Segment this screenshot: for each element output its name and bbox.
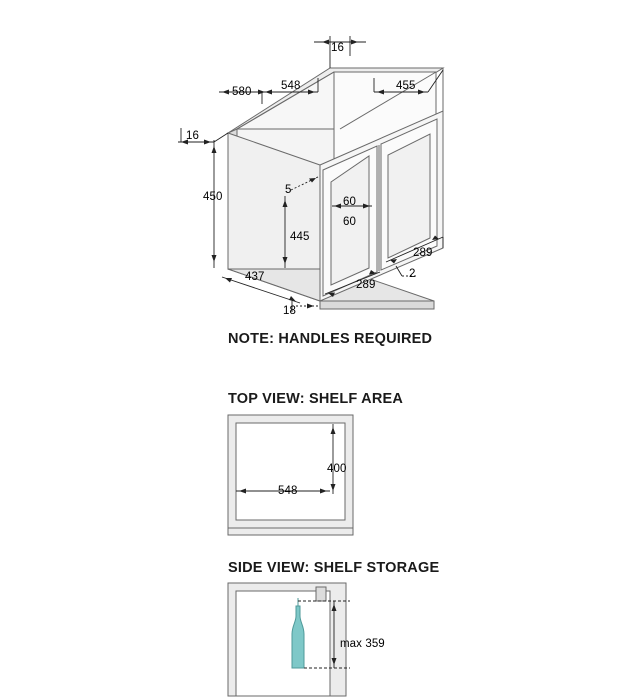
dimension-label-inner-width-548: 548 xyxy=(281,80,301,92)
side-view-title: SIDE VIEW: SHELF STORAGE xyxy=(228,560,440,576)
dimension-label-left-door-289: 289 xyxy=(356,279,376,291)
arrow-16-left-r xyxy=(204,140,211,145)
dimension-label-door-gap-60-bottom: 60 xyxy=(343,216,356,228)
dimension-label-door-gap-60-top: 60 xyxy=(343,196,356,208)
arrow-18 xyxy=(307,304,314,309)
dimension-label-shelf-depth-400: 400 xyxy=(327,463,347,475)
side-view-shelf xyxy=(316,587,326,601)
arrow-16-top-l xyxy=(322,40,329,45)
dimension-label-gap-5: 5 xyxy=(285,184,292,196)
arrow-16-top-r xyxy=(351,40,358,45)
arrow-548-l xyxy=(265,90,272,95)
dimension-label-inner-height-445: 445 xyxy=(290,231,310,243)
cabinet-base-front xyxy=(320,301,434,309)
dimension-label-max-bottle-height: max 359 xyxy=(340,638,385,650)
dim-ext-16-left-b xyxy=(214,133,228,142)
dimension-label-shelf-width-548: 548 xyxy=(278,485,298,497)
dimension-label-overall-height-450: 450 xyxy=(203,191,223,203)
note-handles-required: NOTE: HANDLES REQUIRED xyxy=(228,331,433,347)
dimension-label-side-depth-455: 455 xyxy=(396,80,416,92)
side-view-inner xyxy=(236,591,330,696)
arrow-450-t xyxy=(212,146,217,153)
top-view-title: TOP VIEW: SHELF AREA xyxy=(228,391,404,407)
arrow-580-l xyxy=(222,90,229,95)
arrow-437-l xyxy=(225,278,232,283)
dimension-label-overall-width-580: 580 xyxy=(232,86,252,98)
dimension-label-top-depth-16: 16 xyxy=(331,42,344,54)
arrow-437-r xyxy=(289,296,296,302)
dimension-label-left-thickness-16: 16 xyxy=(186,130,199,142)
dimension-label-base-thickness-18: 18 xyxy=(283,305,296,317)
dimension-label-base-depth-437: 437 xyxy=(245,271,265,283)
door-right-inset xyxy=(388,134,430,258)
dimension-label-right-door-289: 289 xyxy=(413,247,433,259)
dimension-label-door-thickness-2: 2 xyxy=(409,268,416,280)
arrow-450-b xyxy=(212,255,217,262)
side-view-drawing xyxy=(228,583,346,696)
